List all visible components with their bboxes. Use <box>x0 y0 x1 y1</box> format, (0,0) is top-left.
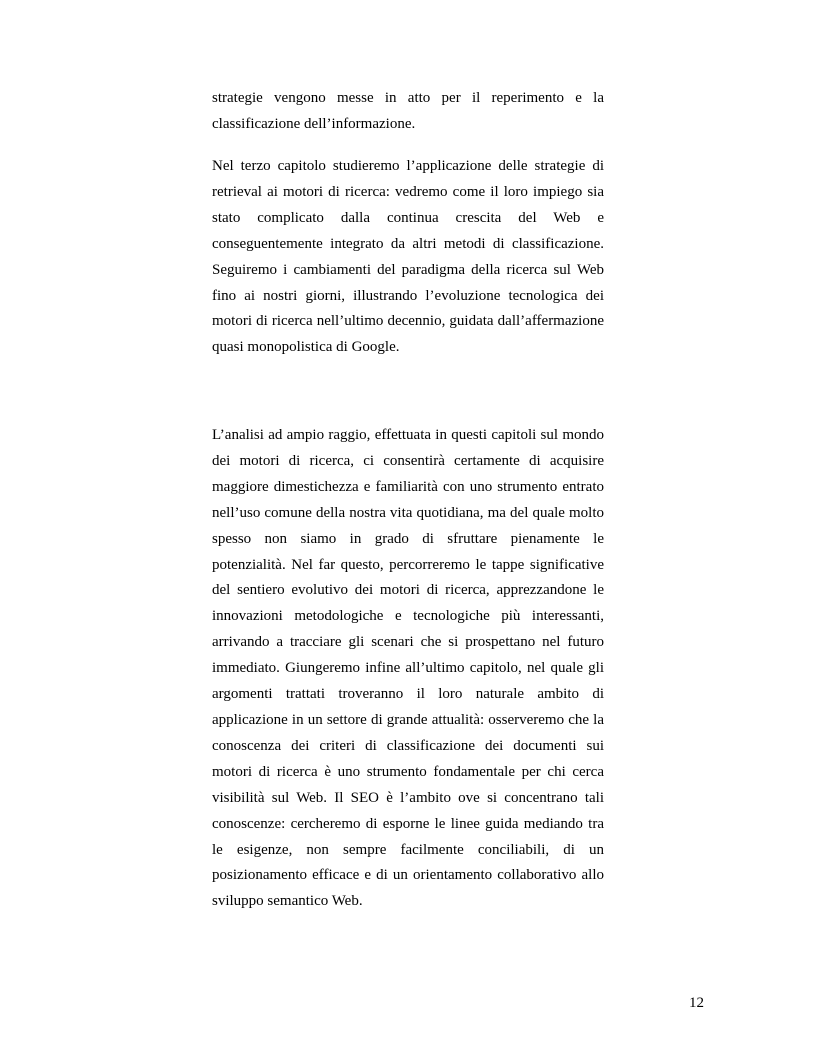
body-paragraph: strategie vengono messe in atto per il reperimento e la classificazione dell’informazione. <box>212 90 604 132</box>
page-number: 12 <box>689 995 704 1011</box>
body-paragraph: L’analisi ad ampio raggio, effettuata in questi capitoli sul mondo dei motori di ricerca, ci consentirà certamente di acquisire maggiore dimestichezza e familiarità con uno strumento entrato nell’uso comune della nostra vita quotidiana, ma del quale molto spesso non siamo in grado di sfruttare pienamente le potenzialità. Nel far questo, percorreremo le tappe significative del sentiero evolutivo dei motori di ricerca, apprezzandone le innovazioni metodologiche e tecnologiche più interessanti, arrivando a tracciare gli scenari che si prospettano nel futuro immediato. Giungeremo infine all’ultimo capitolo, nel quale gli argomenti trattati troveranno il loro naturale ambito di applicazione in un settore di grande attualità: osserveremo che la conoscenza dei criteri di classificazione dei documenti sui motori di ricerca è uno strumento fondamentale per chi cerca visibilità sul Web. Il SEO è l’ambito ove si concentrano tali conoscenze: cercheremo di esporne le linee guida mediando tra le esigenze, non sempre facilmente conciliabili, di un posizionamento efficace e di un orientamento collaborativo allo sviluppo semantico Web. <box>212 427 604 910</box>
body-paragraph: Nel terzo capitolo studieremo l’applicazione delle strategie di retrieval ai motori di ricerca: vedremo come il loro impiego sia stato complicato dalla continua crescita del Web e conseguentemente integrato da altri metodi di classificazione. Seguiremo i cambiamenti del paradigma della ricerca sul Web fino ai nostri giorni, illustrando l’evoluzione tecnologica dei motori di ricerca nell’ultimo decennio, guidata dall’affermazione quasi monopolistica di Google. <box>212 158 604 356</box>
